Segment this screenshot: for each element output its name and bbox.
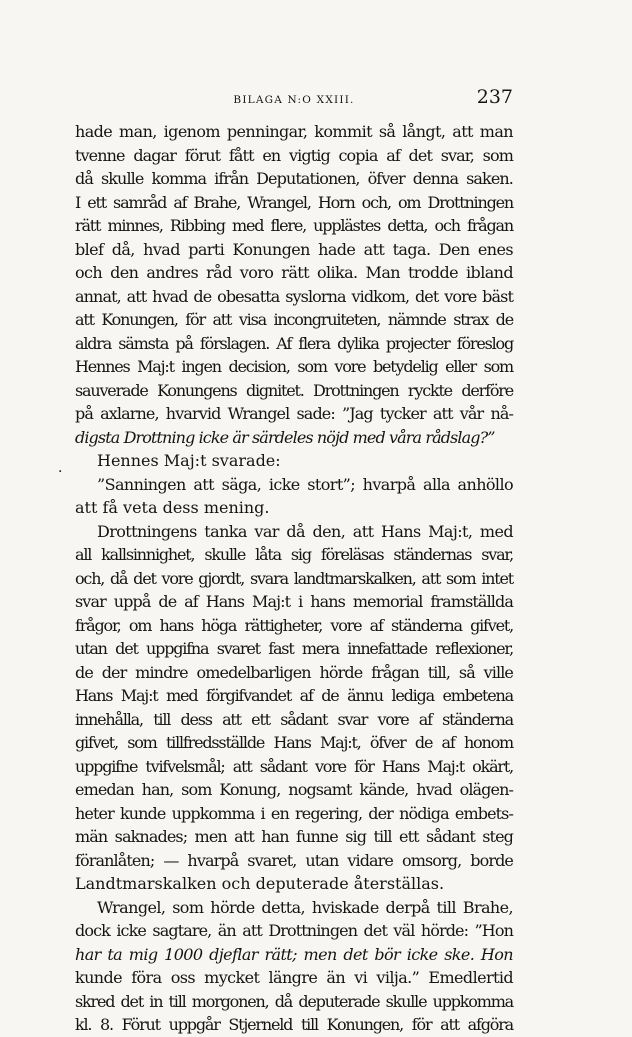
running-head: BILAGA N:O XXIII. [233, 94, 355, 106]
text-line: de der mindre omedelbarligen hörde frågan till, så ville [75, 662, 513, 682]
text-line: sauverade Konungens dignitet. Drottningen ryckte derföre [75, 380, 513, 400]
text-line: emedan han, som Konung, nogsamt kände, hvad olägen- [75, 780, 513, 799]
margin-mark: · [58, 464, 63, 480]
text-line: frågor, om hans höga rättigheter, vore af ständerna gifvet, [75, 615, 513, 635]
text-line: utan det uppgifna svaret fast mera innefattade reflexioner, [75, 639, 513, 658]
text-line: svar uppå de af Hans Maj:t i hans memorial framställda [75, 592, 513, 611]
text-line: blef då, hvad parti Konungen hade att taga. Den enes [75, 239, 513, 259]
text-line: att Konungen, för att visa incongruiteten, nämnde strax de [75, 310, 513, 329]
text-line: Landtmarskalken och deputerade återställas. [75, 874, 445, 893]
text-line: skred det in till morgonen, då deputerade skulle uppkomma [75, 991, 513, 1011]
page-header [75, 88, 513, 112]
text-line: och, då det vore gjordt, svara landtmarskalken, att som intet [75, 568, 513, 588]
body-text [75, 120, 513, 1037]
text-line: gifvet, som tillfredsställde Hans Maj:t, öfver de af honom [75, 733, 513, 752]
text-line: Hans Maj:t med förgifvandet af de ännu lediga embetena [75, 686, 513, 705]
text-line: hade man, igenom penningar, kommit så långt, att man [75, 122, 513, 141]
text-line: digsta Drottning icke är särdeles nöjd med våra rådslag?” [75, 427, 495, 447]
text-line: Hennes Maj:t ingen decision, som vore betydelig eller som [75, 357, 513, 376]
text-line: uppgifne tvifvelsmål; att sådant vore för Hans Maj:t okärt, [75, 756, 513, 776]
text-line: på axlarne, hvarvid Wrangel sade: ”Jag tycker att vår nå- [75, 404, 513, 423]
text-line: innehålla, till dess att ett sådant svar vore af ständerna [75, 709, 513, 729]
text-line: ”Sanningen att säga, icke stort”; hvarpå alla anhöllo [97, 474, 513, 494]
text-line: heter kunde uppkomma i en regering, der nödiga embets- [75, 803, 513, 823]
page-number: 237 [476, 86, 513, 108]
text-line: Drottningens tanka var då den, att Hans Maj:t, med [97, 521, 513, 541]
text-line: Hennes Maj:t svarade: [97, 451, 281, 470]
text-line: dock icke sagtare, än att Drottningen det väl hörde: ”Hon [75, 921, 513, 940]
text-line: då skulle komma ifrån Deputationen, öfver denna saken. [75, 169, 513, 188]
text-line: aldra sämsta på förslagen. Af flera dylika projecter föreslog [75, 333, 513, 353]
text-line: annat, att hvad de obesatta syslorna vidkom, det vore bäst [75, 286, 513, 306]
text-line: och den andres råd voro rätt olika. Man trodde ibland [75, 263, 513, 282]
text-line: föranlåten; — hvarpå svaret, utan vidare omsorg, borde [75, 850, 513, 870]
text-line: tvenne dagar förut fått en vigtig copia af det svar, som [75, 145, 513, 165]
text-line: Wrangel, som hörde detta, hviskade derpå till Brahe, [97, 897, 513, 917]
text-line: män saknades; men att han funne sig till ett sådant steg [75, 827, 513, 846]
text-line: har ta mig 1000 djeflar rätt; men det bör icke ske. Hon [75, 944, 513, 964]
text-line: kl. 8. Förut uppgår Stjerneld till Konungen, för att afgöra [75, 1015, 513, 1034]
text-line: att få veta dess mening. [75, 498, 270, 517]
text-line: rätt minnes, Ribbing med flere, upplästes detta, och frågan [75, 216, 513, 235]
text-line: all kallsinnighet, skulle låta sig föreläsas ständernas svar, [75, 545, 513, 564]
text-line: I ett samråd af Brahe, Wrangel, Horn och, om Drottningen [75, 192, 513, 212]
text-line: kunde föra oss mycket längre än vi vilja.” Emedlertid [75, 968, 513, 987]
